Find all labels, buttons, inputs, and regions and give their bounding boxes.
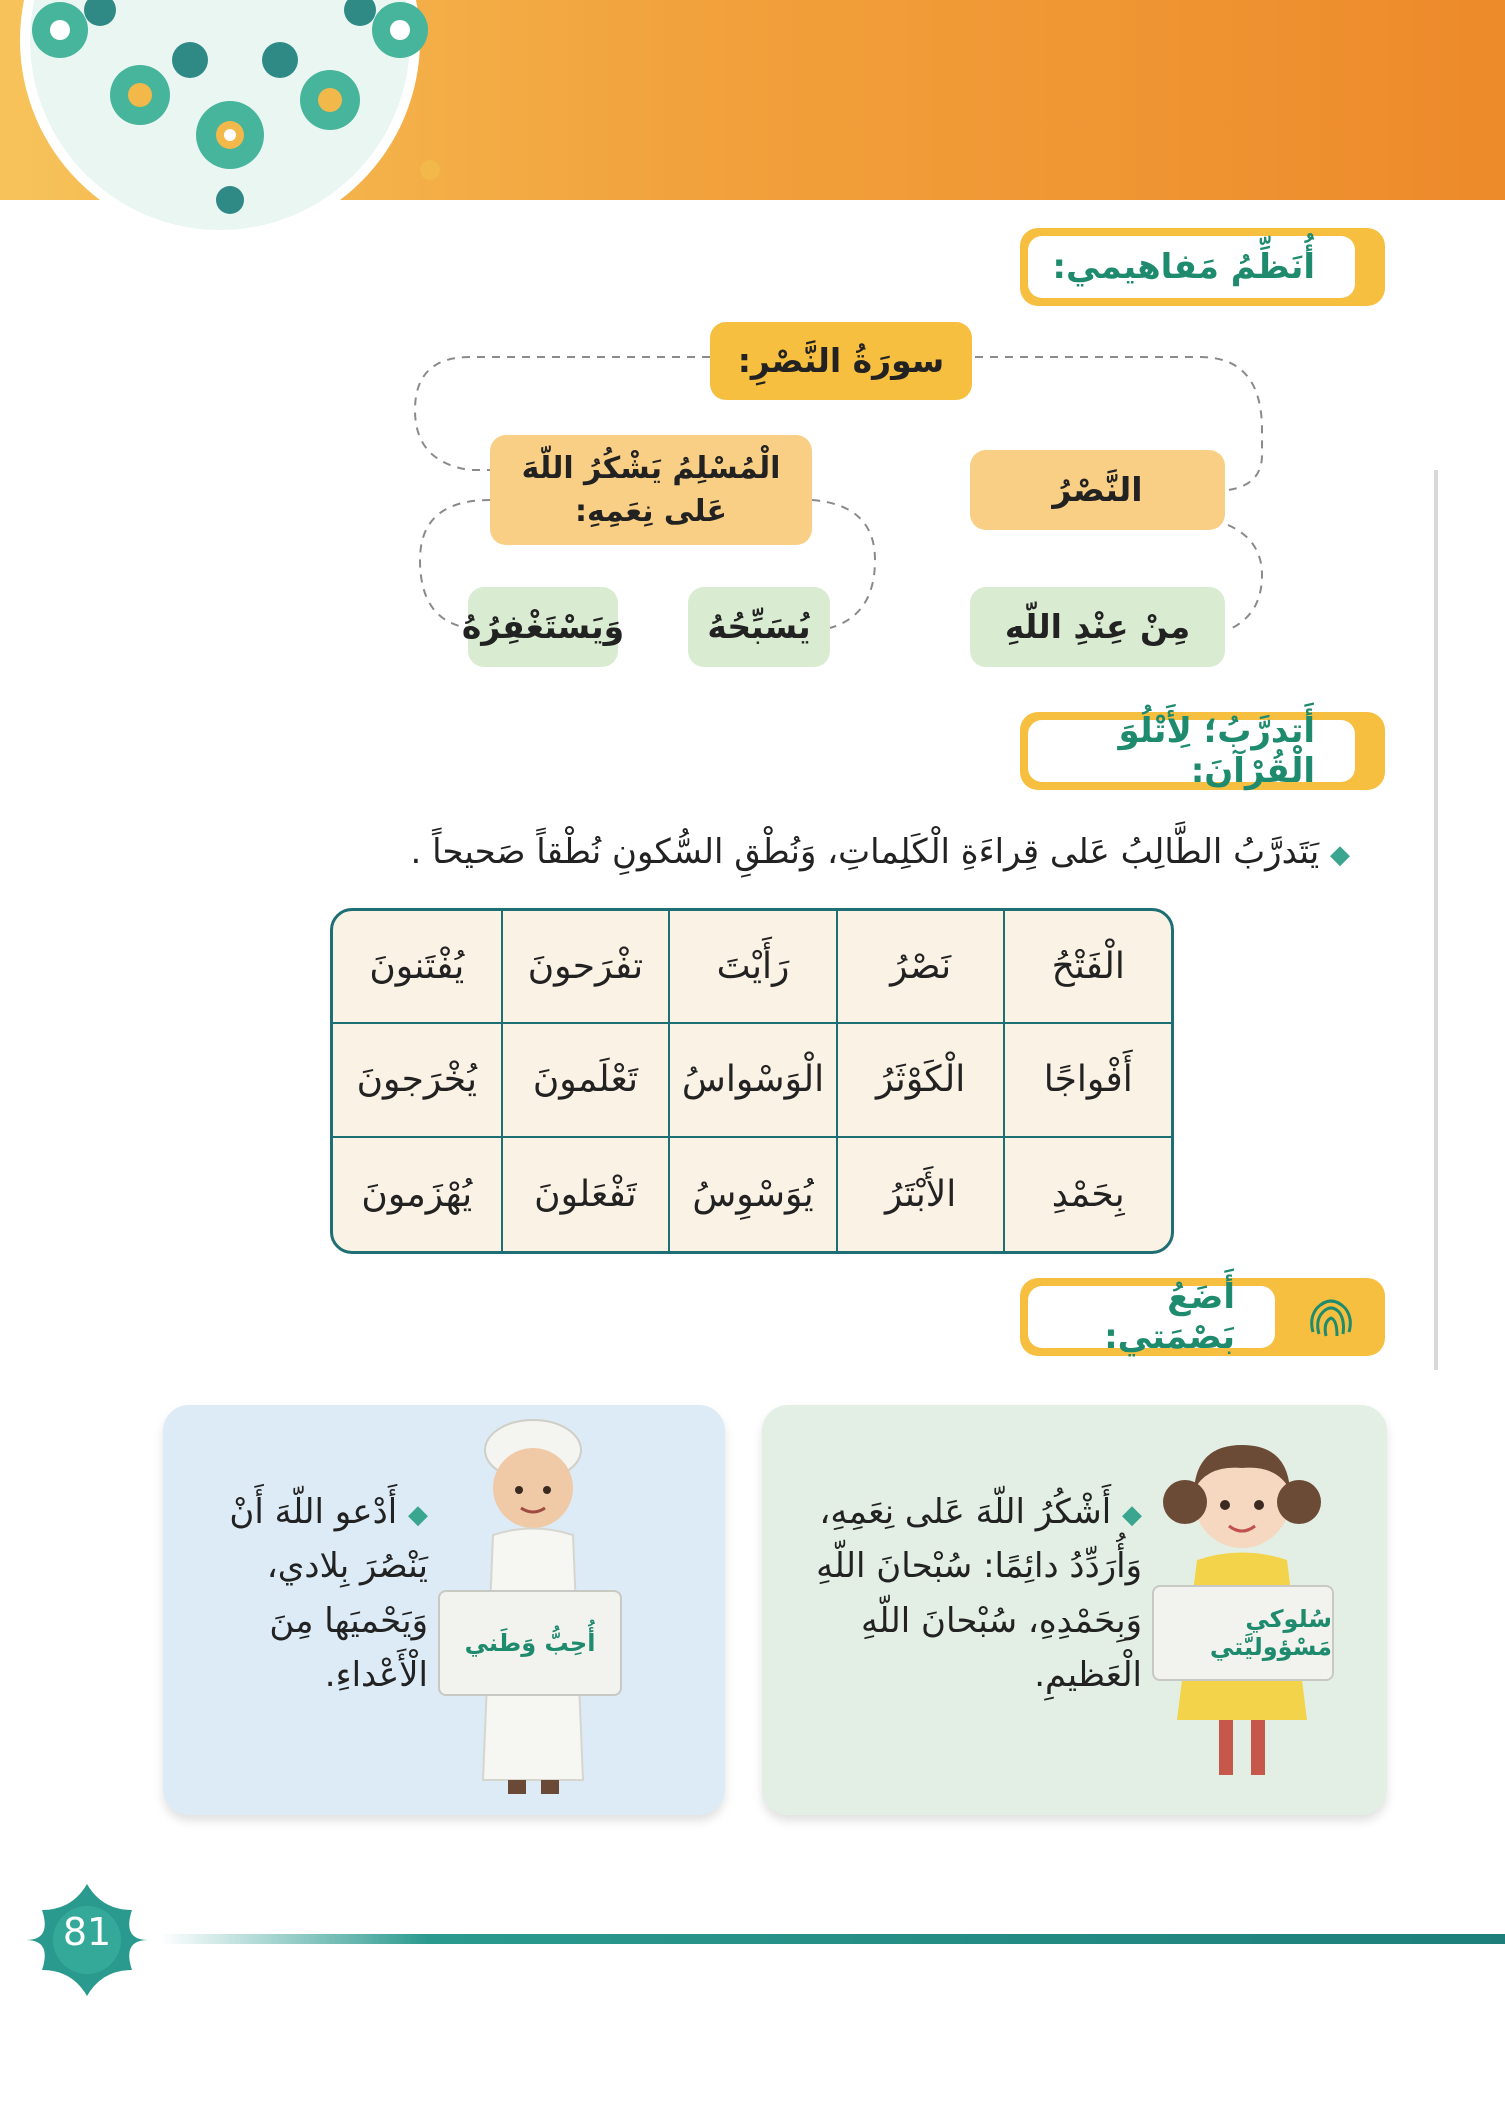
instruction-label: يَتَدرَّبُ الطَّالِبُ عَلى قِراءَةِ الْكَلِماتِ، وَنُطْقِ السُّكونِ نُطْقاً صَحيحاً . (410, 832, 1320, 872)
concept-branch-victory (970, 450, 1225, 530)
page-number: 81 (62, 1910, 112, 1954)
sign-board (1152, 1585, 1334, 1681)
table-cell: تَفْعَلونَ (501, 1138, 669, 1251)
table-cell: أَفْواجًا (1003, 1024, 1171, 1137)
table-cell: يُخْرَجونَ (333, 1024, 501, 1137)
concept-branch-label: النَّصْرُ (1052, 470, 1143, 510)
table-cell: يُوَسْوِسُ (668, 1138, 836, 1251)
concept-leaf-label: مِنْ عِنْدِ اللّهِ (1004, 607, 1191, 647)
fingerprint-icon (1299, 1288, 1363, 1346)
word-table (330, 908, 1174, 1254)
concept-leaf-from-god (970, 587, 1225, 667)
table-cell: نَصْرُ (836, 911, 1004, 1024)
table-cell: رَأَيْتَ (668, 911, 836, 1024)
card-text-label: أَدْعو اللّهَ أَنْ يَنْصُرَ بِلادي، وَيَحْميَها مِنَ الْأَعْداءِ. (229, 1492, 428, 1696)
sign-label: سُلوكي مَسْؤوليَّتي (1209, 1605, 1332, 1661)
table-cell: يُفْتَنونَ (333, 911, 501, 1024)
section-title: أَضَعُ بَصْمَتي: (1104, 1277, 1235, 1357)
concept-leaf-seek-forgiveness (461, 587, 625, 667)
card-love-homeland (163, 1405, 725, 1815)
concept-leaf-glorify (688, 587, 830, 667)
instruction-text (170, 832, 1350, 872)
concept-leaf-label: يُسَبِّحُهُ (707, 607, 811, 647)
bullet-icon: ◆ (1122, 1500, 1142, 1530)
footer-line (160, 1934, 1505, 1944)
section-header-fingerprint (1020, 1278, 1385, 1356)
concept-root (710, 322, 972, 400)
sign-label: أُحِبُّ وَطَني (464, 1629, 596, 1657)
concept-branch-label: الْمُسْلِمُ يَشْكُرُ اللّهَ عَلى نِعَمِهِ: (521, 450, 781, 529)
table-cell: بِحَمْدِ (1003, 1138, 1171, 1251)
card-text-label: أَشْكُرُ اللّهَ عَلى نِعَمِهِ، وَأُرَدِّدُ دائِمًا: سُبْحانَ اللّهِ وَبِحَمْدِهِ، سُبْحانَ اللّهِ الْعَظيمِ. (816, 1492, 1142, 1696)
table-cell: يُهْزَمونَ (361, 1173, 473, 1215)
table-cell: الْفَتْحُ (1003, 911, 1171, 1024)
table-cell: تفْرَحونَ (501, 911, 669, 1024)
concept-leaf-label: وَيَسْتَغْفِرُهُ (461, 607, 625, 647)
section-title: أُنَظِّمُ مَفاهيمي: (1052, 247, 1315, 287)
card-text (802, 1485, 1142, 1703)
bullet-icon: ◆ (408, 1500, 428, 1530)
section-title: أَتدرَّبُ؛ لِأَتْلُوَ الْقُرْآنَ: (1118, 711, 1315, 791)
table-cell: الْكَوْثَرُ (836, 1024, 1004, 1137)
table-cell: الأَبْتَرُ (836, 1138, 1004, 1251)
section-header-practice (1020, 712, 1385, 790)
card-text (193, 1485, 428, 1703)
concept-root-label: سورَةُ النَّصْرِ: (737, 341, 945, 381)
sign-board (438, 1590, 622, 1696)
table-cell: تَعْلَمونَ (501, 1024, 669, 1137)
side-copyright-strip (1425, 470, 1447, 1370)
concept-branch-muslim-thanks (490, 435, 812, 545)
card-my-behavior (762, 1405, 1387, 1815)
bullet-icon: ◆ (1330, 840, 1350, 870)
table-cell: الْوَسْواسُ (668, 1024, 836, 1137)
